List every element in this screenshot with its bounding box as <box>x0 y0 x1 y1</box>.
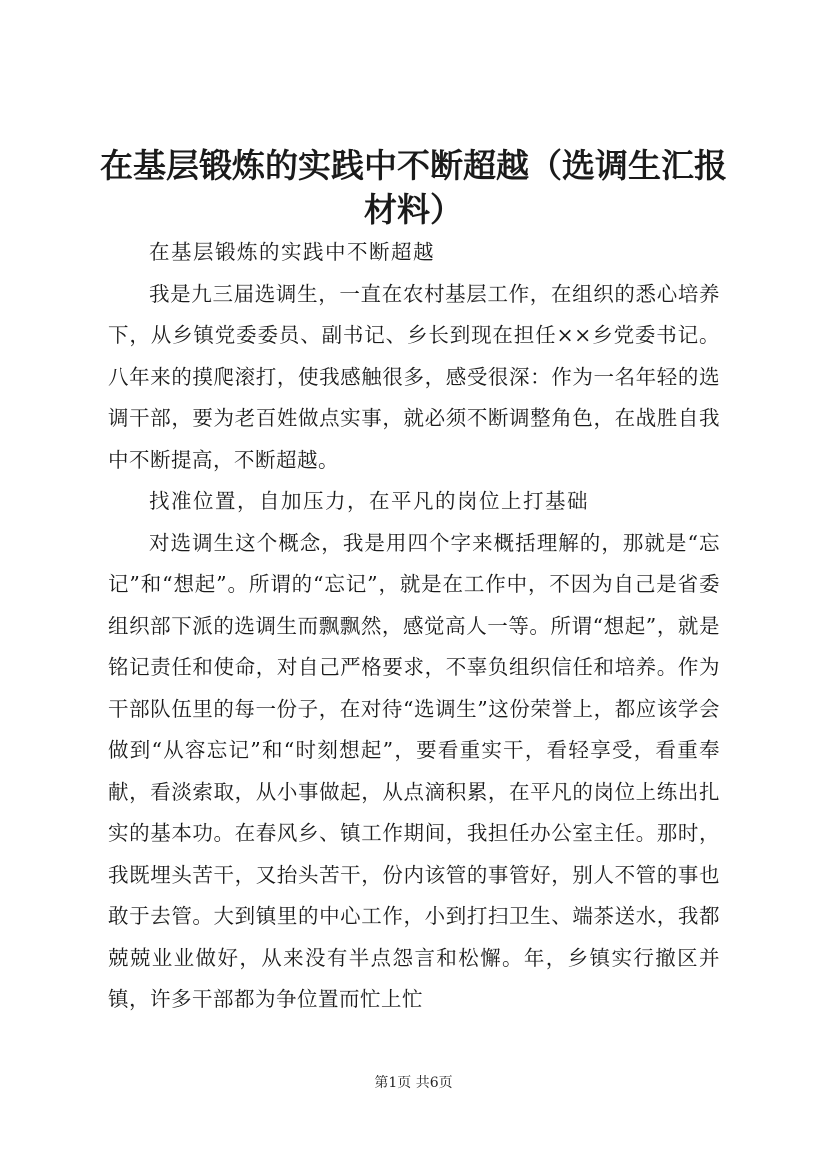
subtitle: 在基层锻炼的实践中不断超越 <box>149 240 435 264</box>
page-number: 第1页 共6页 <box>374 1075 453 1091</box>
paragraph: 对选调生这个概念，我是用四个字来概括理解的，那就是“忘记”和“想起”。所谓的“忘记”，就是在工作中，不因为自己是省委组织部下派的选调生而飘飘然，感觉高人一等。所谓“想起”，就是铭记责任和使命，对自己严格要求，不辜负组织信任和培养。作为干部队伍里的每一份子，在对待“选调生”这份荣誉上，都应该学会做到“从容忘记”和“时刻想起”，要看重实干，看轻享受，看重奉献，看淡索取，从小事做起，从点滴积累，在平凡的岗位上练出扎实的基本功。在春风乡、镇工作期间，我担任办公室主任。那时，我既埋头苦干，又抬头苦干，份内该管的事管好，别人不管的事也敢于去管。大到镇里的中心工作，小到打扫卫生、端茶送水，我都兢兢业业做好，从来没有半点怨言和松懈。年，乡镇实行撤区并镇，许多干部都为争位置而忙上忙 <box>108 530 720 1011</box>
document-title: 在基层锻炼的实践中不断超越（选调生汇报材料） <box>100 146 727 229</box>
paragraph: 我是九三届选调生，一直在农村基层工作，在组织的悉心培养下，从乡镇党委委员、副书记、乡长到现在担任××乡党委书记。八年来的摸爬滚打，使我感触很多，感受很深：作为一名年轻的选调干部，要为老百姓做点实事，就必须不断调整角色，在战胜自我中不断提高，不断超越。 <box>108 281 720 472</box>
section-heading: 找准位置，自加压力，在平凡的岗位上打基础 <box>149 489 589 513</box>
document-body <box>108 232 720 1021</box>
